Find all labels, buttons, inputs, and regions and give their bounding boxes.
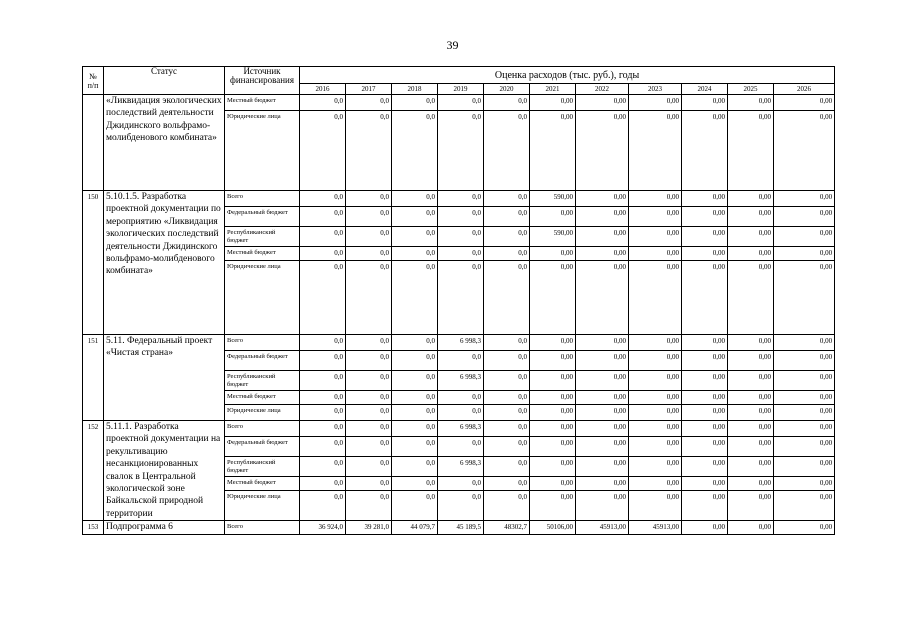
- table-row: [83, 95, 835, 111]
- value-cell: 0,00: [774, 247, 835, 261]
- value-cell: 0,0: [392, 477, 438, 491]
- value-cell: 0,00: [774, 351, 835, 371]
- value-cell: 0,0: [484, 207, 530, 227]
- value-cell: 0,0: [346, 391, 392, 405]
- source-cell: Местный бюджет: [225, 95, 300, 111]
- value-cell: 0,0: [392, 437, 438, 457]
- value-cell: 0,0: [392, 247, 438, 261]
- value-cell: 44 079,7: [392, 521, 438, 535]
- page-number: 39: [446, 38, 459, 52]
- value-cell: 0,00: [576, 351, 629, 371]
- value-cell: 0,00: [530, 437, 576, 457]
- value-cell: 0,00: [576, 371, 629, 391]
- value-cell: 45913,00: [629, 521, 682, 535]
- value-cell: 0,00: [530, 405, 576, 421]
- header-year: 2017: [346, 84, 392, 95]
- value-cell: 0,00: [629, 477, 682, 491]
- value-cell: 0,00: [774, 521, 835, 535]
- value-cell: 0,0: [300, 437, 346, 457]
- value-cell: 0,0: [392, 391, 438, 405]
- value-cell: 0,00: [576, 421, 629, 437]
- value-cell: 0,00: [629, 95, 682, 111]
- value-cell: 0,0: [346, 405, 392, 421]
- value-cell: 0,00: [728, 111, 774, 191]
- value-cell: 0,0: [300, 457, 346, 477]
- source-cell: Федеральный бюджет: [225, 351, 300, 371]
- value-cell: 0,00: [576, 95, 629, 111]
- value-cell: 0,0: [484, 405, 530, 421]
- header-year: 2023: [629, 84, 682, 95]
- value-cell: 0,0: [484, 351, 530, 371]
- value-cell: 0,0: [346, 491, 392, 521]
- value-cell: 0,0: [300, 227, 346, 247]
- value-cell: 0,00: [728, 477, 774, 491]
- value-cell: 45913,00: [576, 521, 629, 535]
- value-cell: 0,00: [682, 227, 728, 247]
- source-cell: Федеральный бюджет: [225, 437, 300, 457]
- value-cell: 0,0: [484, 111, 530, 191]
- value-cell: 0,0: [392, 227, 438, 247]
- value-cell: 0,00: [682, 405, 728, 421]
- value-cell: 0,0: [346, 477, 392, 491]
- value-cell: 0,0: [392, 191, 438, 207]
- value-cell: 0,00: [728, 391, 774, 405]
- status-cell: 5.11. Федеральный проект «Чистая страна»: [104, 335, 225, 421]
- source-cell: Юридические лица: [225, 111, 300, 191]
- header-year: 2021: [530, 84, 576, 95]
- value-cell: 0,00: [576, 247, 629, 261]
- value-cell: 0,0: [392, 491, 438, 521]
- value-cell: 0,00: [530, 351, 576, 371]
- value-cell: 0,00: [728, 95, 774, 111]
- value-cell: 0,00: [682, 421, 728, 437]
- value-cell: 0,0: [346, 191, 392, 207]
- row-number: 152: [83, 421, 104, 521]
- value-cell: 0,0: [438, 491, 484, 521]
- value-cell: 0,00: [774, 371, 835, 391]
- value-cell: 0,0: [438, 247, 484, 261]
- value-cell: 0,0: [484, 191, 530, 207]
- value-cell: 0,0: [346, 421, 392, 437]
- status-cell: 5.11.1. Разработка проектной документации на рекультивацию несанкционированных свалок в Центральной экологической зоне Байкальской природной территории: [104, 421, 225, 521]
- value-cell: 0,00: [774, 207, 835, 227]
- value-cell: 0,0: [300, 247, 346, 261]
- value-cell: 0,00: [682, 457, 728, 477]
- value-cell: 0,0: [484, 95, 530, 111]
- value-cell: 0,0: [392, 351, 438, 371]
- value-cell: 0,00: [728, 247, 774, 261]
- source-cell: Юридические лица: [225, 261, 300, 335]
- value-cell: 0,0: [438, 111, 484, 191]
- value-cell: 0,00: [629, 371, 682, 391]
- value-cell: 0,0: [300, 351, 346, 371]
- value-cell: 590,00: [530, 227, 576, 247]
- value-cell: 0,00: [774, 261, 835, 335]
- table-row: [83, 521, 835, 535]
- value-cell: 590,00: [530, 191, 576, 207]
- value-cell: 0,00: [682, 371, 728, 391]
- value-cell: 0,0: [392, 371, 438, 391]
- value-cell: 0,00: [530, 207, 576, 227]
- value-cell: 0,0: [346, 371, 392, 391]
- value-cell: 0,00: [682, 111, 728, 191]
- value-cell: 0,0: [346, 261, 392, 335]
- source-cell: Всего: [225, 421, 300, 437]
- value-cell: 0,00: [629, 247, 682, 261]
- value-cell: 0,00: [629, 261, 682, 335]
- value-cell: 0,00: [530, 247, 576, 261]
- value-cell: 0,00: [629, 421, 682, 437]
- header-year: 2016: [300, 84, 346, 95]
- header-status: Статус: [104, 67, 225, 95]
- value-cell: 0,00: [530, 111, 576, 191]
- value-cell: 0,00: [576, 477, 629, 491]
- value-cell: 0,00: [774, 227, 835, 247]
- source-cell: Республиканский бюджет: [225, 227, 300, 247]
- value-cell: 0,0: [300, 371, 346, 391]
- expense-table: [82, 66, 835, 535]
- value-cell: 0,0: [438, 191, 484, 207]
- value-cell: 6 998,3: [438, 335, 484, 351]
- header-year: 2022: [576, 84, 629, 95]
- value-cell: 0,00: [682, 207, 728, 227]
- value-cell: 0,0: [484, 421, 530, 437]
- value-cell: 0,00: [629, 207, 682, 227]
- value-cell: 0,00: [728, 521, 774, 535]
- value-cell: 0,0: [300, 261, 346, 335]
- value-cell: 0,00: [682, 491, 728, 521]
- value-cell: 0,0: [484, 437, 530, 457]
- value-cell: 0,00: [774, 335, 835, 351]
- value-cell: 0,0: [484, 371, 530, 391]
- value-cell: 0,0: [438, 391, 484, 405]
- value-cell: 0,0: [346, 111, 392, 191]
- header-source: Источник финансирования: [225, 67, 300, 95]
- row-number: [83, 95, 104, 191]
- value-cell: 0,0: [300, 405, 346, 421]
- value-cell: 0,00: [774, 95, 835, 111]
- value-cell: 0,00: [728, 437, 774, 457]
- value-cell: 0,0: [392, 95, 438, 111]
- value-cell: 0,00: [629, 111, 682, 191]
- value-cell: 0,0: [346, 95, 392, 111]
- value-cell: 0,0: [484, 477, 530, 491]
- value-cell: 0,00: [576, 227, 629, 247]
- value-cell: 0,00: [728, 227, 774, 247]
- value-cell: 0,00: [530, 261, 576, 335]
- value-cell: 0,0: [392, 421, 438, 437]
- value-cell: 0,00: [576, 261, 629, 335]
- value-cell: 0,00: [728, 371, 774, 391]
- value-cell: 0,00: [576, 335, 629, 351]
- value-cell: 0,00: [728, 421, 774, 437]
- table-row: [83, 335, 835, 351]
- value-cell: 0,0: [438, 477, 484, 491]
- value-cell: 0,00: [576, 191, 629, 207]
- value-cell: 0,0: [300, 335, 346, 351]
- value-cell: 0,0: [392, 261, 438, 335]
- value-cell: 0,0: [300, 207, 346, 227]
- value-cell: 0,0: [346, 247, 392, 261]
- value-cell: 0,00: [530, 477, 576, 491]
- value-cell: 0,0: [484, 247, 530, 261]
- value-cell: 0,0: [438, 405, 484, 421]
- value-cell: 0,00: [728, 335, 774, 351]
- value-cell: 0,00: [774, 191, 835, 207]
- value-cell: 0,00: [576, 207, 629, 227]
- value-cell: 0,00: [682, 437, 728, 457]
- value-cell: 0,00: [682, 335, 728, 351]
- value-cell: 0,00: [682, 247, 728, 261]
- source-cell: Всего: [225, 191, 300, 207]
- header-year: 2025: [728, 84, 774, 95]
- value-cell: 0,00: [682, 391, 728, 405]
- value-cell: 0,0: [438, 227, 484, 247]
- source-cell: Республиканский бюджет: [225, 371, 300, 391]
- value-cell: 0,0: [392, 111, 438, 191]
- value-cell: 0,00: [530, 391, 576, 405]
- value-cell: 0,0: [484, 491, 530, 521]
- value-cell: 0,00: [728, 405, 774, 421]
- value-cell: 0,00: [530, 491, 576, 521]
- value-cell: 0,0: [346, 335, 392, 351]
- value-cell: 0,00: [728, 457, 774, 477]
- source-cell: Местный бюджет: [225, 247, 300, 261]
- value-cell: 0,00: [774, 405, 835, 421]
- value-cell: 0,0: [392, 405, 438, 421]
- value-cell: 0,0: [346, 437, 392, 457]
- header-year: 2024: [682, 84, 728, 95]
- header-year: 2026: [774, 84, 835, 95]
- value-cell: 0,00: [629, 437, 682, 457]
- value-cell: 6 998,3: [438, 421, 484, 437]
- value-cell: 0,00: [682, 95, 728, 111]
- row-number: 150: [83, 191, 104, 335]
- header-year: 2019: [438, 84, 484, 95]
- value-cell: 0,0: [300, 191, 346, 207]
- value-cell: 0,0: [438, 437, 484, 457]
- value-cell: 6 998,3: [438, 457, 484, 477]
- value-cell: 45 189,5: [438, 521, 484, 535]
- value-cell: 0,00: [576, 405, 629, 421]
- value-cell: 0,00: [530, 371, 576, 391]
- value-cell: 0,00: [629, 351, 682, 371]
- value-cell: 0,0: [392, 457, 438, 477]
- value-cell: 0,00: [728, 207, 774, 227]
- source-cell: Местный бюджет: [225, 477, 300, 491]
- status-cell: 5.10.1.5. Разработка проектной документации по мероприятию «Ликвидация экологических последствий деятельности Джидинского вольфрамо-молибденового комбината»: [104, 191, 225, 335]
- value-cell: 0,00: [774, 421, 835, 437]
- value-cell: 6 998,3: [438, 371, 484, 391]
- value-cell: 0,00: [629, 457, 682, 477]
- value-cell: 0,00: [576, 457, 629, 477]
- value-cell: 0,00: [682, 261, 728, 335]
- value-cell: 0,00: [530, 421, 576, 437]
- source-cell: Республиканский бюджет: [225, 457, 300, 477]
- value-cell: 0,00: [682, 351, 728, 371]
- source-cell: Юридические лица: [225, 491, 300, 521]
- value-cell: 0,0: [438, 95, 484, 111]
- value-cell: 0,0: [300, 491, 346, 521]
- row-number: 153: [83, 521, 104, 535]
- value-cell: 0,00: [530, 95, 576, 111]
- value-cell: 0,0: [300, 111, 346, 191]
- table-row: [83, 191, 835, 207]
- value-cell: 0,0: [300, 421, 346, 437]
- value-cell: 39 281,0: [346, 521, 392, 535]
- value-cell: 0,00: [629, 405, 682, 421]
- value-cell: 0,0: [438, 261, 484, 335]
- value-cell: 0,00: [576, 391, 629, 405]
- value-cell: 48302,7: [484, 521, 530, 535]
- value-cell: 0,00: [530, 335, 576, 351]
- value-cell: 0,00: [629, 491, 682, 521]
- source-cell: Всего: [225, 335, 300, 351]
- source-cell: Федеральный бюджет: [225, 207, 300, 227]
- value-cell: 0,00: [576, 491, 629, 521]
- source-cell: Юридические лица: [225, 405, 300, 421]
- header-num: № п/п: [83, 67, 104, 95]
- value-cell: 0,00: [530, 457, 576, 477]
- value-cell: 0,0: [300, 95, 346, 111]
- value-cell: 0,0: [346, 457, 392, 477]
- value-cell: 0,00: [682, 521, 728, 535]
- value-cell: 0,0: [484, 457, 530, 477]
- value-cell: 0,0: [484, 261, 530, 335]
- value-cell: 0,00: [728, 491, 774, 521]
- status-cell: «Ликвидация экологических последствий деятельности Джидинского вольфрамо-молибденового комбината»: [104, 95, 225, 191]
- value-cell: 0,00: [728, 261, 774, 335]
- value-cell: 50106,00: [530, 521, 576, 535]
- value-cell: 0,0: [392, 335, 438, 351]
- row-number: 151: [83, 335, 104, 421]
- header-year: 2020: [484, 84, 530, 95]
- value-cell: 0,0: [392, 207, 438, 227]
- source-cell: Всего: [225, 521, 300, 535]
- value-cell: 0,0: [300, 391, 346, 405]
- table-row: [83, 421, 835, 437]
- header-year: 2018: [392, 84, 438, 95]
- value-cell: 0,00: [774, 477, 835, 491]
- value-cell: 0,00: [682, 191, 728, 207]
- value-cell: 0,0: [438, 351, 484, 371]
- value-cell: 0,0: [438, 207, 484, 227]
- value-cell: 0,00: [728, 351, 774, 371]
- value-cell: 0,0: [484, 391, 530, 405]
- status-cell: Подпрограмма 6: [104, 521, 225, 535]
- value-cell: 0,00: [629, 391, 682, 405]
- value-cell: 0,00: [629, 227, 682, 247]
- value-cell: 0,0: [346, 227, 392, 247]
- value-cell: 0,00: [774, 391, 835, 405]
- value-cell: 0,00: [774, 111, 835, 191]
- header-estimate: Оценка расходов (тыс. руб.), годы: [300, 67, 835, 84]
- value-cell: 0,0: [484, 335, 530, 351]
- value-cell: 0,0: [346, 207, 392, 227]
- value-cell: 0,00: [774, 457, 835, 477]
- value-cell: 0,00: [774, 491, 835, 521]
- value-cell: 0,0: [484, 227, 530, 247]
- value-cell: 36 924,0: [300, 521, 346, 535]
- value-cell: 0,00: [629, 335, 682, 351]
- value-cell: 0,00: [682, 477, 728, 491]
- value-cell: 0,00: [774, 437, 835, 457]
- value-cell: 0,00: [728, 191, 774, 207]
- value-cell: 0,00: [576, 111, 629, 191]
- source-cell: Местный бюджет: [225, 391, 300, 405]
- value-cell: 0,00: [629, 191, 682, 207]
- value-cell: 0,0: [346, 351, 392, 371]
- value-cell: 0,0: [300, 477, 346, 491]
- value-cell: 0,00: [576, 437, 629, 457]
